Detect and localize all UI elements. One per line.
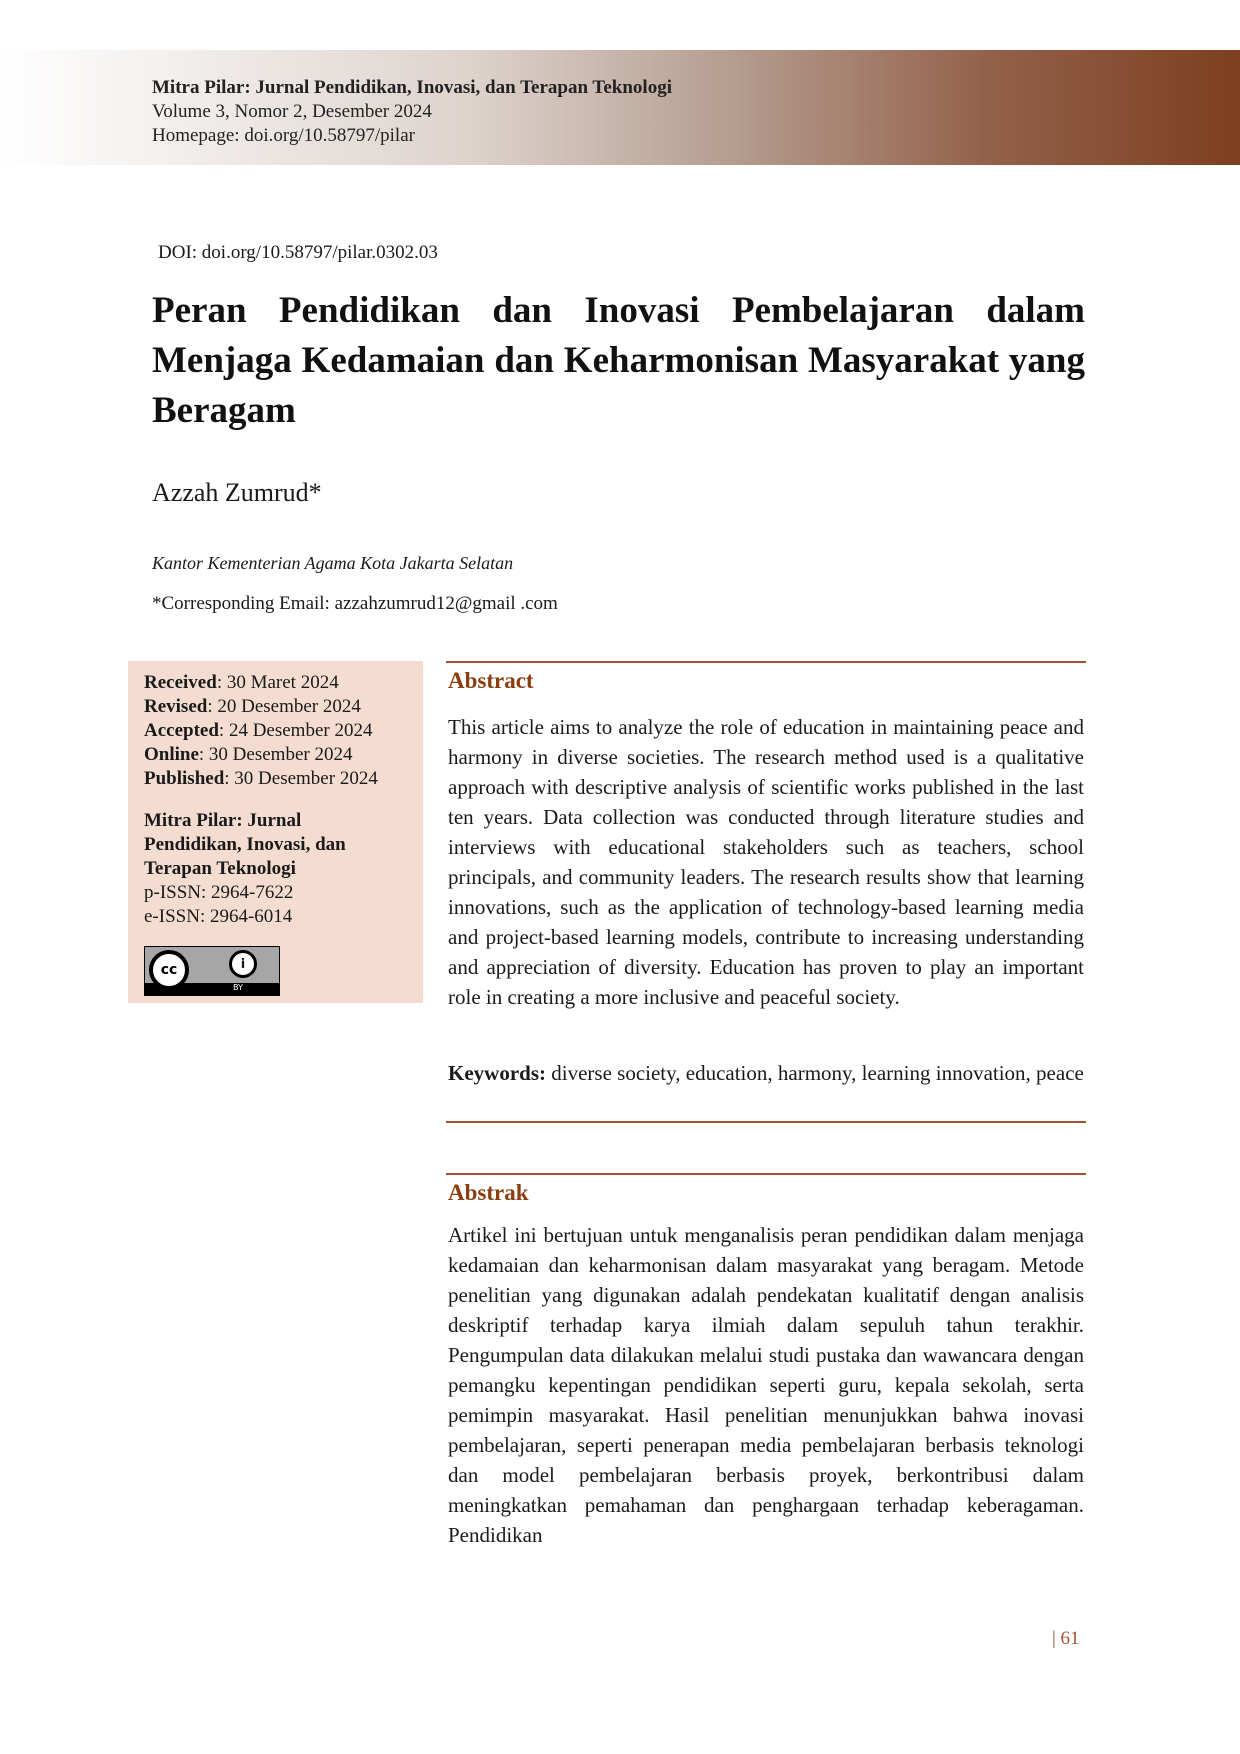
received-label: Received xyxy=(144,672,217,693)
online-label: Online xyxy=(144,744,199,765)
corresponding-email[interactable]: *Corresponding Email: azzahzumrud12@gmail .com xyxy=(152,593,558,614)
author-name: Azzah Zumrud* xyxy=(152,478,322,507)
e-issn: e-ISSN: 2964-6014 xyxy=(144,906,293,927)
article-info-box xyxy=(128,661,423,1003)
journal-title: Mitra Pilar: Jurnal Pendidikan, Inovasi, dan Terapan Teknologi xyxy=(152,77,672,98)
keywords-label: Keywords: xyxy=(448,1061,546,1085)
abstrak-top-rule xyxy=(446,1173,1086,1175)
revised-date xyxy=(144,695,414,719)
received-value: : 30 Maret 2024 xyxy=(216,672,339,693)
cc-by-icon[interactable] xyxy=(144,946,280,996)
info-journal-line: Mitra Pilar: Jurnal xyxy=(144,810,302,831)
accepted-value: : 24 Desember 2024 xyxy=(218,720,373,741)
abstract-top-rule xyxy=(446,661,1086,663)
abstract-heading: Abstract xyxy=(448,668,534,693)
accepted-label: Accepted xyxy=(144,720,219,741)
author-affiliation: Kantor Kementerian Agama Kota Jakarta Selatan xyxy=(152,553,514,573)
received-date xyxy=(144,671,414,695)
journal-volume: Volume 3, Nomor 2, Desember 2024 xyxy=(152,101,432,122)
page-number: | 61 xyxy=(1052,1628,1080,1649)
accepted-date xyxy=(144,719,414,743)
journal-header xyxy=(152,76,672,148)
abstrak-heading: Abstrak xyxy=(448,1180,529,1205)
attribution-icon: i xyxy=(229,950,257,978)
published-label: Published xyxy=(144,768,225,789)
info-journal-line: Terapan Teknologi xyxy=(144,858,296,879)
abstract-text: This article aims to analyze the role of education in maintaining peace and harmony in diverse societies. The research method used is a qualitative approach with descriptive analysis of scientific works published in the last ten years. Data collection was conducted through literature studies and interviews with educational stakeholders such as teachers, school principals, and community leaders. The research results show that learning innovations, such as the application of technology-based learning media and project-based learning models, contribute to increasing understanding and appreciation of diversity. Education has proven to play an important role in creating a more inclusive and peaceful society. xyxy=(448,715,1084,1009)
info-journal-line: Pendidikan, Inovasi, dan xyxy=(144,834,346,855)
journal-homepage[interactable]: Homepage: doi.org/10.58797/pilar xyxy=(152,125,415,146)
online-value: : 30 Desember 2024 xyxy=(198,744,353,765)
published-value: : 30 Desember 2024 xyxy=(224,768,378,789)
abstract-keywords xyxy=(448,1058,1084,1088)
article-doi[interactable]: DOI: doi.org/10.58797/pilar.0302.03 xyxy=(158,242,438,263)
revised-label: Revised xyxy=(144,696,208,717)
abstract-bottom-rule xyxy=(446,1121,1086,1123)
by-label: BY xyxy=(233,983,243,992)
p-issn: p-ISSN: 2964-7622 xyxy=(144,882,294,903)
article-title: Peran Pendidikan dan Inovasi Pembelajaran dalam Menjaga Kedamaian dan Keharmonisan Masyarakat yang Beragam xyxy=(152,290,1085,431)
revised-value: : 20 Desember 2024 xyxy=(207,696,361,717)
keywords-list: diverse society, education, harmony, learning innovation, peace xyxy=(546,1061,1084,1085)
abstrak-text: Artikel ini bertujuan untuk menganalisis peran pendidikan dalam menjaga kedamaian dan keharmonisan dalam masyarakat yang beragam. Metode penelitian yang digunakan adalah pendekatan kualitatif dengan analisis deskriptif terhadap karya ilmiah dalam sepuluh tahun terakhir. Pengumpulan data dilakukan melalui studi pustaka dan wawancara dengan pemangku kepentingan pendidikan seperti guru, kepala sekolah, serta pemimpin masyarakat. Hasil penelitian menunjukkan bahwa inovasi pembelajaran, seperti penerapan media pembelajaran berbasis teknologi dan model pembelajaran berbasis proyek, berkontribusi dalam meningkatkan pemahaman dan penghargaan terhadap keberagaman. Pendidikan xyxy=(448,1223,1084,1547)
cc-icon: cc xyxy=(149,950,189,990)
info-journal-name xyxy=(144,809,414,881)
online-date xyxy=(144,743,414,767)
published-date xyxy=(144,767,414,791)
article-info xyxy=(144,671,414,929)
